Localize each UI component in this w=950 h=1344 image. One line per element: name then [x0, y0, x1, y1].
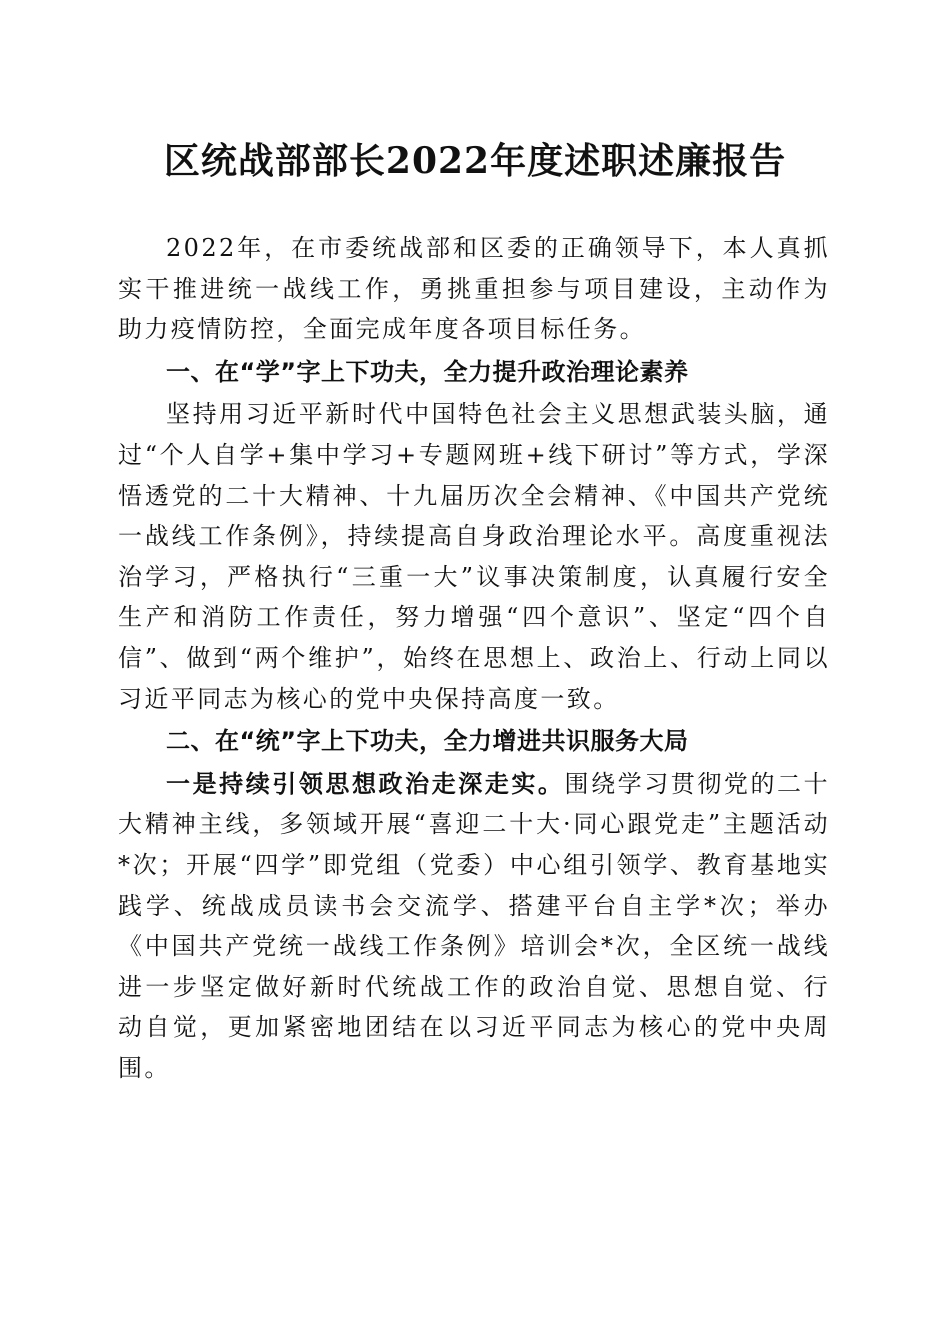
section-1-paragraph: 坚持用习近平新时代中国特色社会主义思想武装头脑，通过“个人自学+集中学习+专题网班+线下研讨”等方式，学深悟透党的二十大精神、十九届历次全会精神、《中国共产党统一战线工作条例》，持续提高自身政治理论水平。高度重视法治学习，严格执行“三重一大”议事决策制度，认真履行安全生产和消防工作责任，努力增强“四个意识”、坚定“四个自信”、做到“两个维护”，始终在思想上、政治上、行动上同以习近平同志为核心的党中央保持高度一致。: [118, 400, 830, 713]
section-2-lead: 一是持续引领思想政治走深走实。: [166, 768, 565, 798]
document-body: [118, 228, 830, 1088]
document-title: 区统战部部长2022年度述职述廉报告: [163, 140, 787, 182]
section-2-paragraph: [118, 764, 830, 1089]
section-2-text: 围绕学习贯彻党的二十大精神主线，多领域开展“喜迎二十大·同心跟党走”主题活动*次；开展“四学”即党组（党委）中心组引领学、教育基地实践学、统战成员读书会交流学、搭建平台自主学*次；举办《中国共产党统一战线工作条例》培训会*次，全区统一战线进一步坚定做好新时代统战工作的政治自觉、思想自觉、行动自觉，更加紧密地团结在以习近平同志为核心的党中央周围。: [118, 769, 830, 1082]
intro-paragraph: 2022年，在市委统战部和区委的正确领导下，本人真抓实干推进统一战线工作，勇挑重担参与项目建设，主动作为助力疫情防控，全面完成年度各项目标任务。: [118, 234, 830, 344]
section-1-heading: 一、在“学”字上下功夫，全力提升政治理论素养: [166, 357, 689, 386]
section-2-heading: 二、在“统”字上下功夫，全力增进共识服务大局: [166, 727, 689, 756]
